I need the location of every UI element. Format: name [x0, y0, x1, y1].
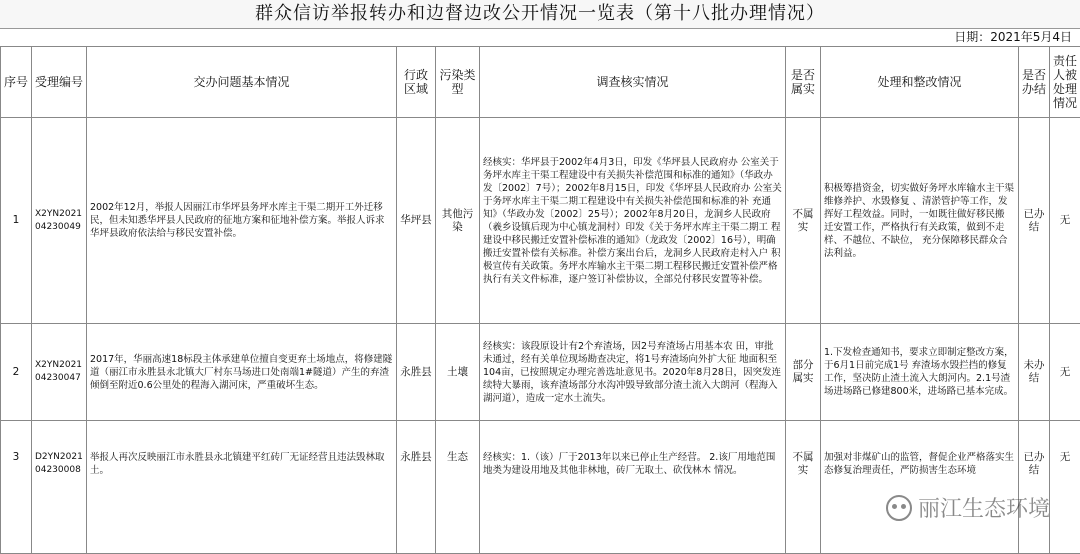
- header-verified: 是否属实: [786, 47, 821, 118]
- header-investigation: 调查核实情况: [480, 47, 786, 118]
- cell-code: D2YN202104230008: [32, 421, 87, 554]
- cell-seq: 1: [1, 118, 32, 324]
- header-accountability: 责任人被处理情况: [1050, 47, 1080, 118]
- cell-closed: 已办结: [1019, 118, 1050, 324]
- header-seq: 序号: [1, 47, 32, 118]
- cell-seq: 3: [1, 421, 32, 554]
- cell-investigation: 经核实：该段原设计有2个弃渣场，因2号弃渣场占用基本农 田，审批未通过，经有关单位现场勘查决定，将1号弃渣场向外扩大征 地面积至104亩，已按照规定办理完善选址意见书。2020年8月28日，因突发连续特大暴雨，该弃渣场部分水沟冲毁导致部分渣土流入大朗河（程海入湖河道），造成一定水土流失。: [480, 324, 786, 421]
- table-header-row: [1, 47, 1080, 118]
- header-region: 行政区域: [397, 47, 436, 118]
- cell-issue: 举报人再次反映丽江市永胜县永北镇建平红砖厂无证经营且违法毁林取土。: [87, 421, 397, 554]
- cell-handling: 1.下发检查通知书，要求立即制定整改方案，于6月1日前完成1号 弃渣场水毁拦挡的修复工作，坚决防止渣土流入大朗河内。2.1号渣场进场路已修建800米，进场路已基本完成。: [821, 324, 1019, 421]
- watermark-text: 丽江生态环境: [918, 492, 1050, 523]
- table-row: [1, 421, 1080, 554]
- cell-code: X2YN202104230047: [32, 324, 87, 421]
- cell-pollution-type: 其他污染: [436, 118, 480, 324]
- cell-issue: 2017年，华丽高速18标段主体承建单位擅自变更弃土场地点，将修建隧道（丽江市永胜县永北镇大厂村东马场进口处南端1#隧道）产生的弃渣倾倒至附近0.6公里处的程海入湖河床，严重破坏生态。: [87, 324, 397, 421]
- table-row: [1, 118, 1080, 324]
- cell-closed: 未办结: [1019, 324, 1050, 421]
- cell-accountability: 无: [1050, 421, 1080, 554]
- header-issue: 交办问题基本情况: [87, 47, 397, 118]
- cell-seq: 2: [1, 324, 32, 421]
- cell-region: 永胜县: [397, 324, 436, 421]
- cell-investigation: 经核实：1.（该）厂于2013年以来已停止生产经营。 2.该厂用地范围地类为建设用地及其他非林地，砖厂无取土、砍伐林木 情况。: [480, 421, 786, 554]
- header-handling: 处理和整改情况: [821, 47, 1019, 118]
- header-closed: 是否办结: [1019, 47, 1050, 118]
- cell-accountability: 无: [1050, 118, 1080, 324]
- table-row: [1, 324, 1080, 421]
- cell-handling: 加强对非煤矿山的监管，督促企业严格落实生态修复治理责任，严防损害生态环境: [821, 421, 1019, 554]
- cell-closed: 已办结: [1019, 421, 1050, 554]
- header-pollution-type: 污染类型: [436, 47, 480, 118]
- cell-region: 永胜县: [397, 421, 436, 554]
- cell-pollution-type: 生态: [436, 421, 480, 554]
- cell-handling: 积极筹措资金，切实做好务坪水库输水主干渠维修养护、水毁修复 、清淤管护等工作，发挥好工程效益。同时，一如既往做好移民搬 迁安置工作，严格执行有关政策，做到不走样、不越位、不缺位， 充分保障移民群众合法利益。: [821, 118, 1019, 324]
- cell-accountability: 无: [1050, 324, 1080, 421]
- report-date: 日期：2021年5月4日: [954, 29, 1072, 45]
- cell-verified: 部分属实: [786, 324, 821, 421]
- header-code: 受理编号: [32, 47, 87, 118]
- cell-region: 华坪县: [397, 118, 436, 324]
- cell-pollution-type: 土壤: [436, 324, 480, 421]
- cell-issue: 2002年12月，举报人因丽江市华坪县务坪水库主干渠二期开工外迁移民，但未知悉华坪县人民政府的征地方案和征地补偿方案。举报人诉求华坪县政府依法给与移民安置补偿。: [87, 118, 397, 324]
- cell-investigation: 经核实：华坪县于2002年4月3日，印发《华坪县人民政府办 公室关于务坪水库主干渠工程建设中有关损失补偿范围和标准的通知》（华政办发〔2002〕7号）；2002年8月15日，印发《华坪县人民政府办 公室关于务坪水库主干渠二期工程建设中有关损失补偿范围和标准的补 充通知》（华政办发〔2002〕25号）；2002年8月20日，龙洞乡人民政府（羲乡设镇后现为中心镇龙洞村）印发《关于务坪水库主干渠二期工 程建设中移民搬迁安置补偿标准的通知》（龙政发〔2002〕16号），明确搬迁安置补偿有关标准。补偿方案出台后，龙洞乡人民政府走村入户 积极宣传有关政策。务坪水库输水主干渠二期工程移民搬迁安置补偿严格执行有关文件标准，逐户签订补偿协议，全部兑付移民安置等补偿。: [480, 118, 786, 324]
- report-table: [0, 46, 1080, 554]
- cell-verified: 不属实: [786, 421, 821, 554]
- cell-code: X2YN202104230049: [32, 118, 87, 324]
- page-title: 群众信访举报转办和边督边改公开情况一览表（第十八批办理情况）: [0, 0, 1080, 29]
- cell-verified: 不属实: [786, 118, 821, 324]
